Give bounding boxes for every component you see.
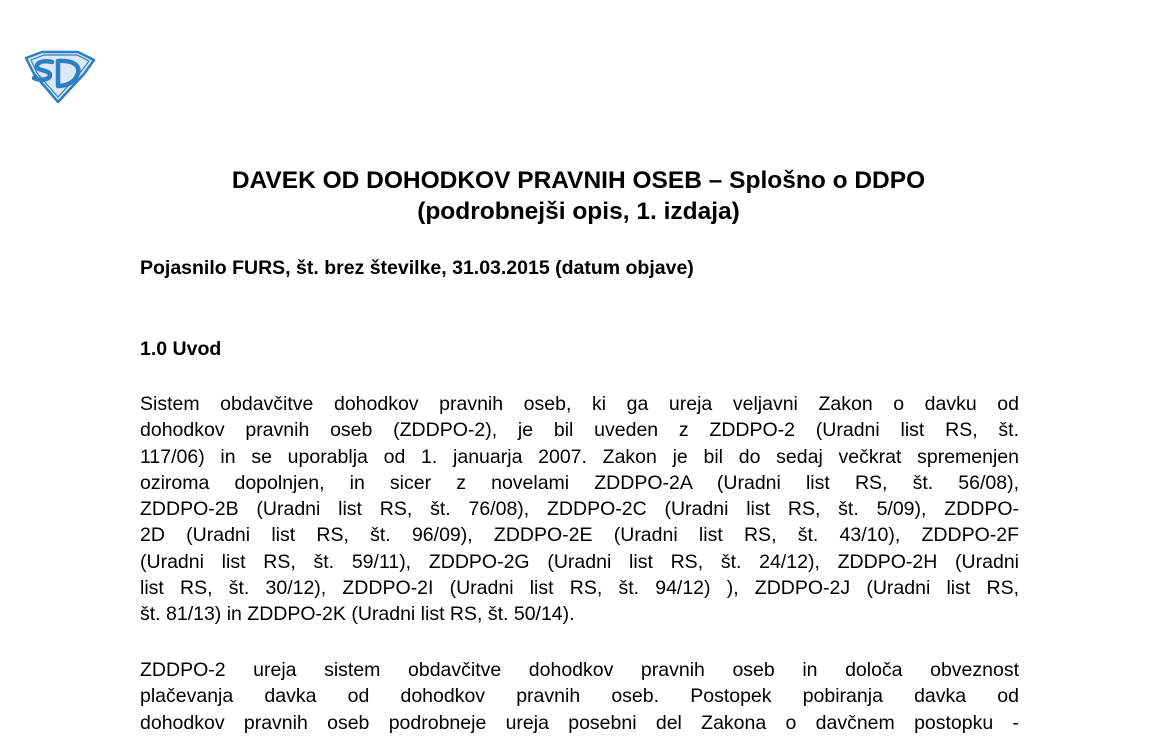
paragraph-line: dohodkov pravnih oseb podrobneje ureja posebni del Zakona o davčnem postopku - <box>140 711 1019 734</box>
document-title: DAVEK OD DOHODKOV PRAVNIH OSEB – Splošno o DDPO <box>231 167 926 194</box>
paragraph-line: Sistem obdavčitve dohodkov pravnih oseb, ki ga ureja veljavni Zakon o davku od <box>140 393 1019 415</box>
paragraph-line: ZDDPO-2 ureja sistem obdavčitve dohodkov pravnih oseb in določa obveznost <box>140 659 1019 681</box>
paragraph-line: 117/06) in se uporablja od 1. januarja 2007. Zakon je bil do sedaj večkrat spremenjen <box>140 445 1019 468</box>
document-title-edition: (podrobnejši opis, 1. izdaja) <box>417 198 740 225</box>
sd-shield-logo-icon <box>22 48 96 104</box>
paragraph-line: 2D (Uradni list RS, št. 96/09), ZDDPO-2E (Uradni list RS, št. 43/10), ZDDPO-2F <box>140 524 1019 547</box>
paragraph-line: plačevanja davka od dohodkov pravnih oseb. Postopek pobiranja davka od <box>140 685 1019 708</box>
sd-logo <box>22 48 96 104</box>
paragraph-intro <box>140 391 1019 628</box>
paragraph-line: list RS, št. 30/12), ZDDPO-2I (Uradni list RS, št. 94/12) ), ZDDPO-2J (Uradni list RS, <box>140 577 1019 600</box>
paragraph-line: ZDDPO-2B (Uradni list RS, št. 76/08), ZDDPO-2C (Uradni list RS, št. 5/09), ZDDPO- <box>140 498 1019 521</box>
section-heading: 1.0 Uvod <box>140 338 222 360</box>
paragraph-line: (Uradni list RS, št. 59/11), ZDDPO-2G (Uradni list RS, št. 24/12), ZDDPO-2H (Uradni <box>140 550 1019 573</box>
paragraph-line: oziroma dopolnjen, in sicer z novelami ZDDPO-2A (Uradni list RS, št. 56/08), <box>140 471 1019 494</box>
document-subtitle: Pojasnilo FURS, št. brez številke, 31.03.2015 (datum objave) <box>140 257 694 279</box>
paragraph-line: št. 81/13) in ZDDPO-2K (Uradni list RS, št. 50/14). <box>140 603 575 626</box>
paragraph-scope <box>140 657 1019 736</box>
paragraph-line: dohodkov pravnih oseb (ZDDPO-2), je bil uveden z ZDDPO-2 (Uradni list RS, št. <box>140 419 1019 442</box>
